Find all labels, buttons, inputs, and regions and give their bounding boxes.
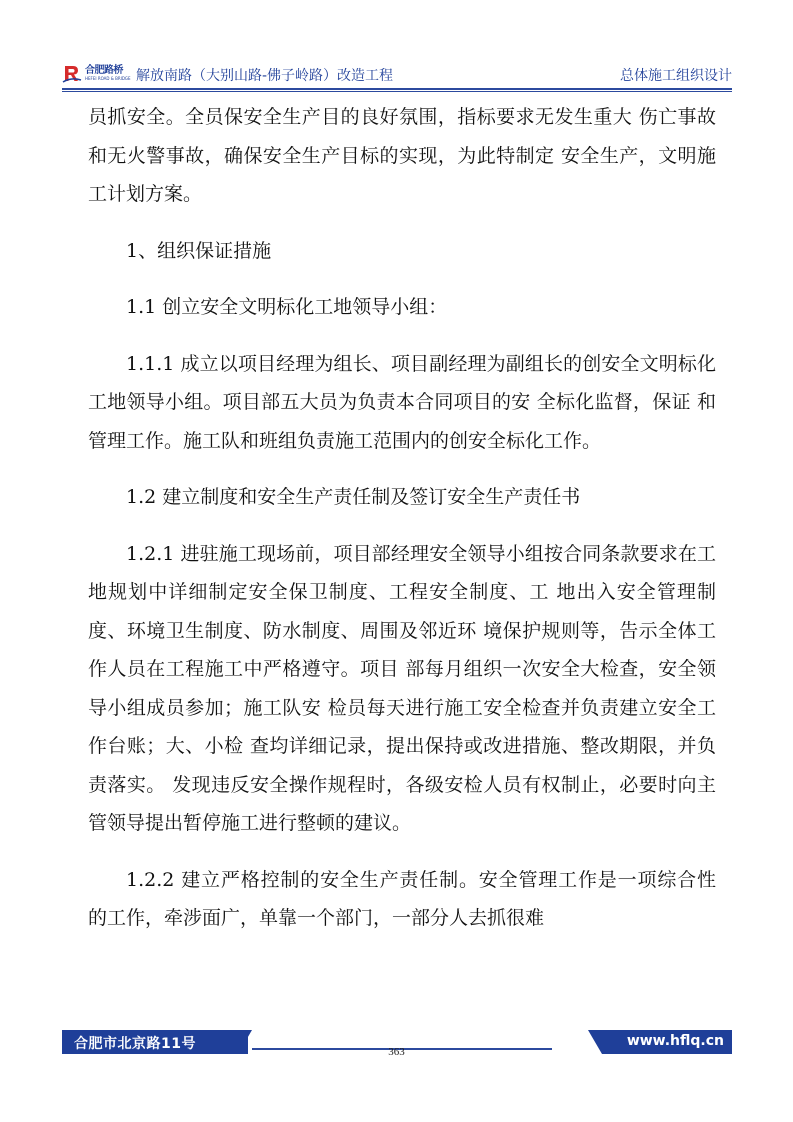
page-header xyxy=(62,58,732,86)
paragraph-1-2-2: 1.2.2 建立严格控制的安全生产责任制。安全管理工作是一项综合性 的工作，牵涉面广，单靠一个部门，一部分人去抓很难 xyxy=(88,868,716,929)
logo-text-en: HEFEI ROAD & BRIDGE xyxy=(85,75,131,81)
header-divider-thin xyxy=(62,91,732,92)
project-title: 解放南路（大别山路-佛子岭路）改造工程 xyxy=(136,68,394,84)
page-number: 363 xyxy=(388,1046,405,1058)
paragraph-continuation: 员抓安全。全员保安全生产目的良好氛围，指标要求无发生重大 伤亡事故和无火警事故，确保安全生产目标的实现，为此特制定 安全生产，文明施工计划方案。 xyxy=(88,106,716,205)
footer-address: 合肥市北京路11号 xyxy=(74,1036,196,1052)
logo-text-cn: 合肥路桥 xyxy=(85,64,123,76)
heading-1-1: 1.1 创立安全文明标化工地领导小组： xyxy=(126,296,448,318)
header-divider xyxy=(62,88,732,90)
document-body xyxy=(88,98,716,938)
paragraph-1-1-1: 1.1.1 成立以项目经理为组长、项目副经理为副组长的创安全文明标化工地领导小组。项目部五大员为负责本合同项目的安 全标化监督，保证 和管理工作。施工队和班组负责施工范围内的创安全标化工作。 xyxy=(88,352,716,452)
logo-icon xyxy=(62,63,82,83)
document-title: 总体施工组织设计 xyxy=(620,68,732,84)
company-logo xyxy=(62,62,131,84)
heading-organization-measures: 1、组织保证措施 xyxy=(126,239,272,262)
paragraph-1-2-1: 1.2.1 进驻施工现场前，项目部经理安全领导小组按合同条款要求在工地规划中详细制定安全保卫制度、工程安全制度、工 地出入安全管理制度、环境卫生制度、防水制度、周围及邻近环 境保护规则等，告示全体工作人员在工程施工中严格遵守。项目 部每月组织一次安全大检查，安全领导小组成员参加；施工队安 检员每天进行施工安全检查并负责建立安全工作台账；大、小检 查均详细记录，提出保持或改进措施、整改期限，并负责落实。 发现违反安全操作规程时，各级安检人员有权制止，必要时向主 管领导提出暂停施工进行整顿的建议。 xyxy=(88,542,716,834)
heading-1-2: 1.2 建立制度和安全生产责任制及签订安全生产责任书 xyxy=(126,486,581,508)
footer-website: www.hflq.cn xyxy=(626,1033,724,1049)
